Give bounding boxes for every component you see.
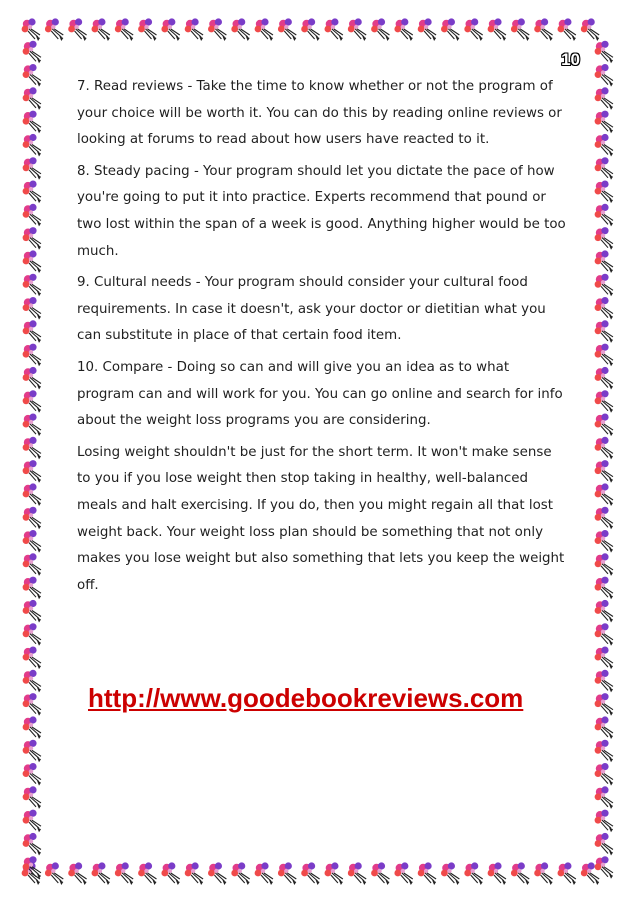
balloon-bunch-icon	[23, 856, 41, 879]
balloon-bunch-icon	[301, 18, 319, 41]
balloon-bunch-icon	[68, 18, 86, 41]
balloon-bunch-icon	[534, 862, 552, 885]
balloon-bunch-icon	[595, 530, 613, 553]
balloon-bunch-icon	[595, 810, 613, 833]
balloon-bunch-icon	[23, 623, 41, 646]
paragraph-conclusion: Losing weight shouldn't be just for the short term. It won't make sense to you if you lose weight then stop taking in healthy, well-balanced meals and halt exercising. If you do, then you might regain all that lost weight back. Your weight loss plan should be something that not only makes you lose weight but also something that lets you keep the weight off.	[77, 444, 565, 593]
balloon-bunch-icon	[255, 18, 273, 41]
balloon-bunch-icon	[185, 18, 203, 41]
balloon-bunch-icon	[511, 862, 529, 885]
balloon-bunch-icon	[595, 693, 613, 716]
balloon-bunch-icon	[595, 367, 613, 390]
balloon-bunch-icon	[23, 833, 41, 856]
paragraph-steady-pacing: 8. Steady pacing - Your program should let you dictate the pace of how you're going to put it into practice. Experts recommend that pound or two lost within the span of a week is good. Anything higher would be too much.	[77, 163, 566, 259]
balloon-bunch-icon	[595, 320, 613, 343]
balloon-bunch-icon	[595, 250, 613, 273]
balloon-bunch-icon	[595, 483, 613, 506]
balloon-bunch-icon	[348, 18, 366, 41]
balloon-bunch-icon	[23, 670, 41, 693]
balloon-bunch-icon	[23, 64, 41, 87]
balloon-bunch-icon	[595, 833, 613, 856]
balloon-bunch-icon	[595, 716, 613, 739]
balloon-bunch-icon	[23, 390, 41, 413]
balloon-bunch-icon	[325, 18, 343, 41]
balloon-bunch-icon	[595, 786, 613, 809]
balloon-bunch-icon	[595, 437, 613, 460]
balloon-bunch-icon	[23, 647, 41, 670]
balloon-bunch-icon	[441, 18, 459, 41]
balloon-bunch-icon	[595, 647, 613, 670]
balloon-bunch-icon	[394, 862, 412, 885]
page-number: 10	[561, 50, 580, 69]
balloon-bunch-icon	[231, 862, 249, 885]
page-border-bottom	[20, 860, 618, 888]
balloon-bunch-icon	[595, 390, 613, 413]
balloon-bunch-icon	[595, 157, 613, 180]
balloon-bunch-icon	[255, 862, 273, 885]
balloon-bunch-icon	[595, 297, 613, 320]
balloon-bunch-icon	[595, 181, 613, 204]
paragraph-compare: 10. Compare - Doing so can and will give you an idea as to what program can and will work for you. You can go online and search for info about the weight loss programs you are considering.	[77, 359, 563, 429]
paragraph-read-reviews: 7. Read reviews - Take the time to know whether or not the program of your choice will be worth it. You can do this by reading online reviews or looking at forums to read about how users have reacted to it.	[77, 79, 562, 148]
balloon-bunch-icon	[595, 623, 613, 646]
balloon-bunch-icon	[488, 18, 506, 41]
page-border-top	[20, 16, 618, 44]
balloon-bunch-icon	[464, 18, 482, 41]
balloon-bunch-icon	[325, 862, 343, 885]
balloon-bunch-icon	[595, 577, 613, 600]
balloon-bunch-icon	[301, 862, 319, 885]
balloon-bunch-icon	[161, 18, 179, 41]
balloon-bunch-icon	[23, 181, 41, 204]
balloon-bunch-icon	[23, 483, 41, 506]
body-text	[77, 74, 567, 604]
balloon-bunch-icon	[595, 87, 613, 110]
balloon-bunch-icon	[115, 18, 133, 41]
balloon-bunch-icon	[23, 134, 41, 157]
paragraph-cultural-needs: 9. Cultural needs - Your program should consider your cultural food requirements. In case it doesn't, ask your doctor or dietitian what you can substitute in place of that certain food item.	[77, 275, 546, 344]
balloon-bunch-icon	[138, 18, 156, 41]
balloon-bunch-icon	[595, 134, 613, 157]
balloon-bunch-icon	[23, 204, 41, 227]
balloon-bunch-icon	[23, 250, 41, 273]
balloon-bunch-icon	[208, 862, 226, 885]
balloon-bunch-icon	[23, 763, 41, 786]
balloon-bunch-icon	[23, 810, 41, 833]
balloon-bunch-icon	[23, 600, 41, 623]
balloon-bunch-icon	[23, 344, 41, 367]
balloon-bunch-icon	[595, 344, 613, 367]
balloon-bunch-icon	[371, 862, 389, 885]
balloon-bunch-icon	[23, 437, 41, 460]
balloon-bunch-icon	[348, 862, 366, 885]
balloon-bunch-icon	[595, 740, 613, 763]
balloon-bunch-icon	[278, 18, 296, 41]
website-link[interactable]: http://www.goodebookreviews.com	[88, 683, 524, 713]
balloon-bunch-icon	[595, 204, 613, 227]
balloon-bunch-icon	[595, 460, 613, 483]
balloon-bunch-icon	[595, 414, 613, 437]
balloon-bunch-icon	[278, 862, 296, 885]
balloon-bunch-icon	[92, 18, 110, 41]
balloon-bunch-icon	[23, 577, 41, 600]
balloon-bunch-icon	[23, 716, 41, 739]
page-border-right	[592, 16, 620, 888]
balloon-bunch-icon	[23, 320, 41, 343]
balloon-bunch-icon	[23, 693, 41, 716]
balloon-bunch-icon	[595, 41, 613, 64]
balloon-bunch-icon	[595, 507, 613, 530]
balloon-bunch-icon	[23, 367, 41, 390]
balloon-bunch-icon	[23, 87, 41, 110]
balloon-bunch-icon	[161, 862, 179, 885]
balloon-bunch-icon	[23, 507, 41, 530]
balloon-bunch-icon	[464, 862, 482, 885]
balloon-bunch-icon	[115, 862, 133, 885]
balloon-bunch-icon	[92, 862, 110, 885]
balloon-bunch-icon	[534, 18, 552, 41]
balloon-bunch-icon	[441, 862, 459, 885]
balloon-bunch-icon	[23, 530, 41, 553]
balloon-bunch-icon	[208, 18, 226, 41]
balloon-bunch-icon	[595, 856, 613, 879]
balloon-bunch-icon	[68, 862, 86, 885]
balloon-bunch-icon	[371, 18, 389, 41]
balloon-bunch-icon	[231, 18, 249, 41]
balloon-bunch-icon	[595, 274, 613, 297]
balloon-bunch-icon	[488, 862, 506, 885]
page-border-left	[20, 16, 48, 888]
balloon-bunch-icon	[185, 862, 203, 885]
balloon-bunch-icon	[394, 18, 412, 41]
balloon-bunch-icon	[558, 18, 576, 41]
balloon-bunch-icon	[595, 600, 613, 623]
balloon-bunch-icon	[595, 553, 613, 576]
balloon-bunch-icon	[23, 227, 41, 250]
balloon-bunch-icon	[23, 740, 41, 763]
balloon-bunch-icon	[595, 227, 613, 250]
balloon-bunch-icon	[595, 670, 613, 693]
balloon-bunch-icon	[558, 862, 576, 885]
balloon-bunch-icon	[418, 18, 436, 41]
balloon-bunch-icon	[595, 763, 613, 786]
balloon-bunch-icon	[23, 297, 41, 320]
balloon-bunch-icon	[138, 862, 156, 885]
balloon-bunch-icon	[23, 111, 41, 134]
balloon-bunch-icon	[511, 18, 529, 41]
balloon-bunch-icon	[23, 786, 41, 809]
balloon-bunch-icon	[23, 553, 41, 576]
balloon-bunch-icon	[23, 460, 41, 483]
balloon-bunch-icon	[595, 64, 613, 87]
balloon-bunch-icon	[23, 274, 41, 297]
balloon-bunch-icon	[418, 862, 436, 885]
balloon-bunch-icon	[23, 41, 41, 64]
balloon-bunch-icon	[595, 111, 613, 134]
balloon-bunch-icon	[23, 157, 41, 180]
balloon-bunch-icon	[23, 414, 41, 437]
